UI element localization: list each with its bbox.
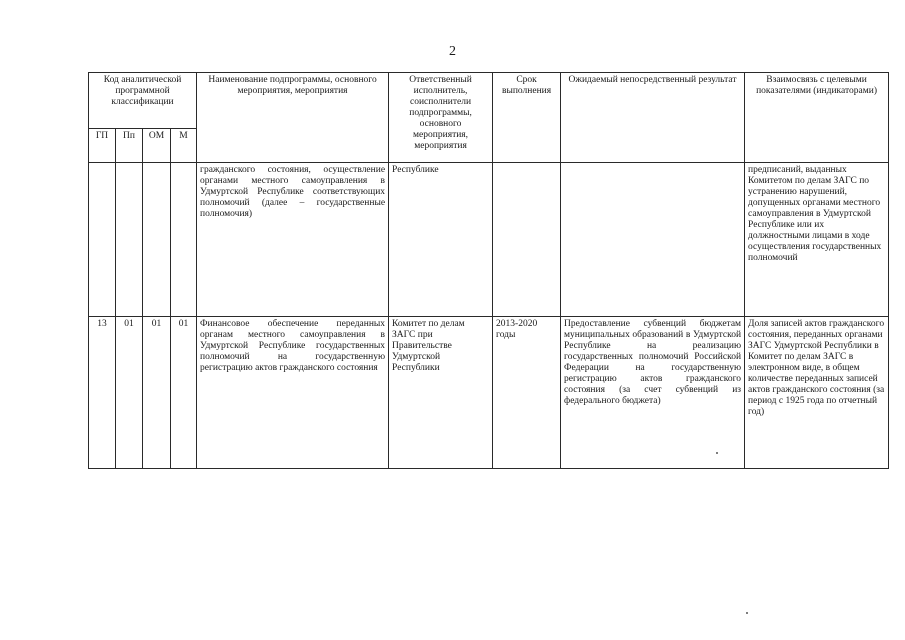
executor-header: Ответственный исполнитель, соисполнители подпрограммы, основного мероприятия, мероприятия — [389, 73, 493, 163]
code-om-header: ОМ — [143, 129, 171, 163]
code-om-cell — [143, 163, 171, 317]
relation-header: Взаимосвязь с целевыми показателями (индикаторами) — [745, 73, 889, 163]
code-gp-header: ГП — [89, 129, 116, 163]
result-header: Ожидаемый непосредственный результат — [561, 73, 745, 163]
code-m-header: М — [171, 129, 197, 163]
page-number: 2 — [449, 44, 456, 59]
code-group-header: Код аналитической программной классификации — [89, 73, 197, 129]
code-m-cell: 01 — [171, 317, 197, 469]
term-cell: 2013-2020 годы — [493, 317, 561, 469]
term-cell — [493, 163, 561, 317]
code-m-cell — [171, 163, 197, 317]
result-cell: Предоставление субвенций бюджетам муниципальных образований в Удмуртской Республике на реализацию государственных полномочий Российской Федерации на государственную регистрацию актов гражданского состояния (за счет субвенций из федерального бюджета) — [561, 317, 745, 469]
name-header: Наименование подпрограммы, основного мероприятия, мероприятия — [197, 73, 389, 163]
relation-cell: предписаний, выданных Комитетом по делам ЗАГС по устранению нарушений, допущенных органами местного самоуправления в Удмуртской Республике или их должностными лицами в ходе осуществления государственных полномочий — [745, 163, 889, 317]
term-header: Срок выполнения — [493, 73, 561, 163]
name-cell: гражданского состояния, осуществление органами местного самоуправления в Удмуртской Республике соответствующих полномочий (далее – государственные полномочия) — [197, 163, 389, 317]
code-om-cell: 01 — [143, 317, 171, 469]
program-table — [88, 72, 889, 469]
scan-speck — [746, 612, 748, 614]
relation-cell: Доля записей актов гражданского состояния, переданных органами ЗАГС Удмуртской Республики в Комитет по делам ЗАГС в электронном виде, в общем количестве переданных записей актов гражданского состояния (за период с 1925 года по отчетный год) — [745, 317, 889, 469]
code-pp-cell — [116, 163, 143, 317]
code-gp-cell — [89, 163, 116, 317]
code-pp-cell: 01 — [116, 317, 143, 469]
table-row — [89, 317, 889, 469]
name-cell: Финансовое обеспечение переданных органам местного самоуправления в Удмуртской Республике государственных полномочий на государственную регистрацию актов гражданского состояния — [197, 317, 389, 469]
code-gp-cell: 13 — [89, 317, 116, 469]
scan-speck — [716, 452, 718, 454]
executor-cell: Республике — [389, 163, 493, 317]
code-pp-header: Пп — [116, 129, 143, 163]
executor-cell: Комитет по делам ЗАГС при Правительстве Удмуртской Республики — [389, 317, 493, 469]
result-cell — [561, 163, 745, 317]
table-row — [89, 163, 889, 317]
